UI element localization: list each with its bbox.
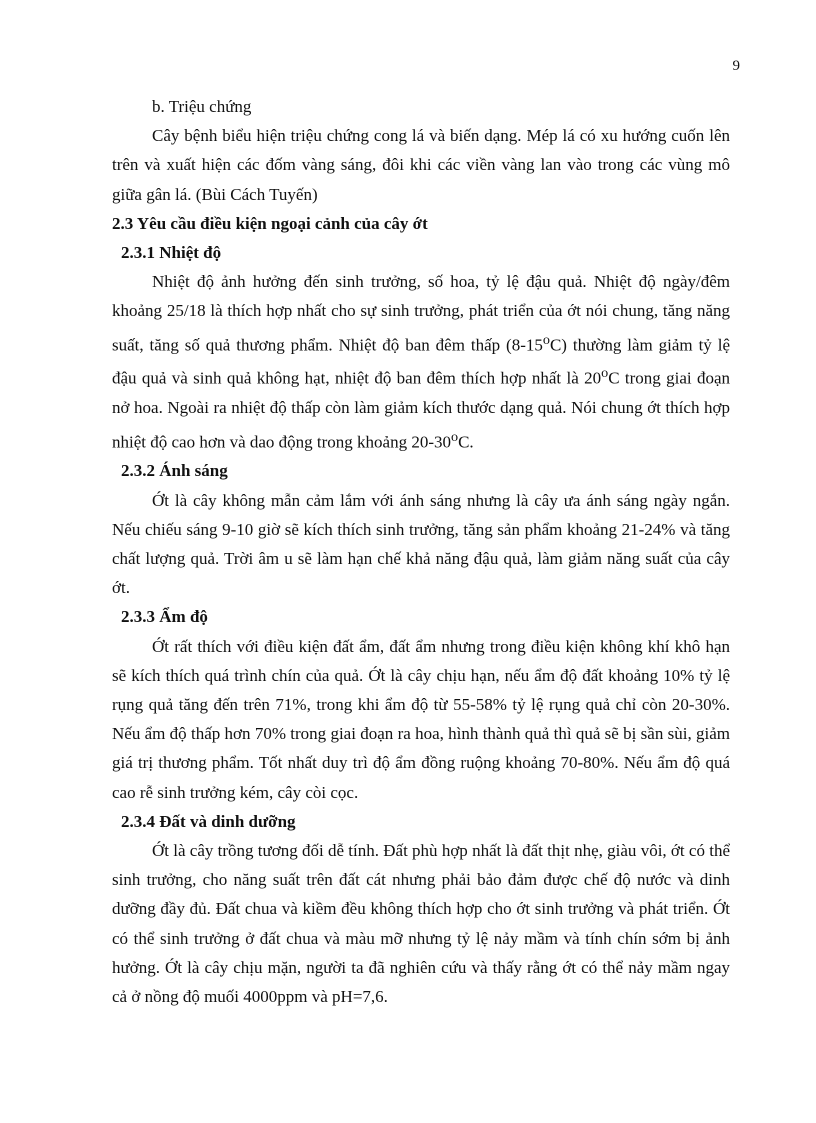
paragraph-dat-dinh-duong: Ớt là cây trồng tương đối dễ tính. Đất phù hợp nhất là đất thịt nhẹ, giàu vôi, ớt có thể sinh trưởng, cho năng suất trên đất cát nhưng phải bảo đảm được chế độ nước và dinh dưỡng đầy đủ. Đất chua và kiềm đều không thích hợp cho ớt sinh trưởng và phát triển. Ớt có thể sinh trưởng ở đất chua và màu mỡ nhưng tỷ lệ nảy mầm và tính chín sớm bị ảnh hưởng. Ớt là cây chịu mặn, người ta đã nghiên cứu và thấy rằng ớt có thể nảy mầm ngay cả ở nồng độ muối 4000ppm và pH=7,6. <box>112 841 730 1007</box>
paragraph-nhiet-do <box>112 267 730 456</box>
degree-superscript: o <box>451 428 459 445</box>
document-body <box>112 92 730 1011</box>
heading-2-3: 2.3 Yêu cầu điều kiện ngoại cảnh của cây ớt <box>112 213 428 233</box>
degree-superscript: o <box>542 331 550 348</box>
heading-2-3-2: 2.3.2 Ánh sáng <box>121 461 228 481</box>
heading-2-3-4: 2.3.4 Đất và dinh dưỡng <box>121 811 296 831</box>
heading-2-3-3: 2.3.3 Ẩm độ <box>121 607 208 627</box>
paragraph-anh-sang: Ớt là cây không mẫn cảm lắm với ánh sáng nhưng là cây ưa ánh sáng ngày ngắn. Nếu chiếu sáng 9-10 giờ sẽ kích thích sinh trưởng, tăng sản phẩm khoảng 21-24% và tăng chất lượng quả. Trời âm u sẽ làm hạn chế khả năng đậu quả, làm giảm năng suất của cây ớt. <box>112 490 730 598</box>
text-run: C) thường làm giảm tỷ lệ đậu quả và sinh quả không hạt, nhiệt độ ban đêm thích hợp nhất là 20 <box>112 335 731 389</box>
heading-2-3-1: 2.3.1 Nhiệt độ <box>121 243 222 263</box>
page-number: 9 <box>732 58 740 74</box>
text-run: C. <box>458 432 474 452</box>
text-run: Nhiệt độ ảnh hưởng đến sinh trưởng, số hoa, tỷ lệ đậu quả. Nhiệt độ ngày/đêm khoảng 25/18 là thích hợp nhất cho sự sinh trưởng, phát triển của ớt nói chung, tăng năng suất, tăng số quả thương phẩm. Nhiệt độ ban đêm thấp (8-15 <box>112 272 730 355</box>
text-run: C trong giai đoạn nở hoa. Ngoài ra nhiệt độ thấp còn làm giảm kích thước dạng quả. Nói chung ớt thích hợp nhiệt độ cao hơn và dao động trong khoảng 20-30 <box>112 369 730 452</box>
heading-b-trieu-chung: b. Triệu chứng <box>152 97 252 116</box>
degree-superscript: o <box>601 365 609 382</box>
paragraph-trieu-chung: Cây bệnh biểu hiện triệu chứng cong lá và biến dạng. Mép lá có xu hướng cuốn lên trên và xuất hiện các đốm vàng sáng, đôi khi các viền vàng lan vào trong các vùng mô giữa gân lá. (Bùi Cách Tuyến) <box>112 126 730 204</box>
paragraph-am-do: Ớt rất thích với điều kiện đất ẩm, đất ẩm nhưng trong điều kiện không khí khô hạn sẽ kích thích quá trình chín của quả. Ớt là cây chịu hạn, nếu ẩm độ đất khoảng 10% tỷ lệ rụng quả tăng đến trên 71%, trong khi ẩm độ từ 55-58% tỷ lệ rụng quả chỉ còn 20-30%. Nếu ẩm độ thấp hơn 70% trong giai đoạn ra hoa, hình thành quả thì quả sẽ bị sần sùi, giảm giá trị thương phẩm. Tốt nhất duy trì độ ẩm đồng ruộng khoảng 70-80%. Nếu ẩm độ quá cao rễ sinh trưởng kém, cây còi cọc. <box>112 636 730 802</box>
